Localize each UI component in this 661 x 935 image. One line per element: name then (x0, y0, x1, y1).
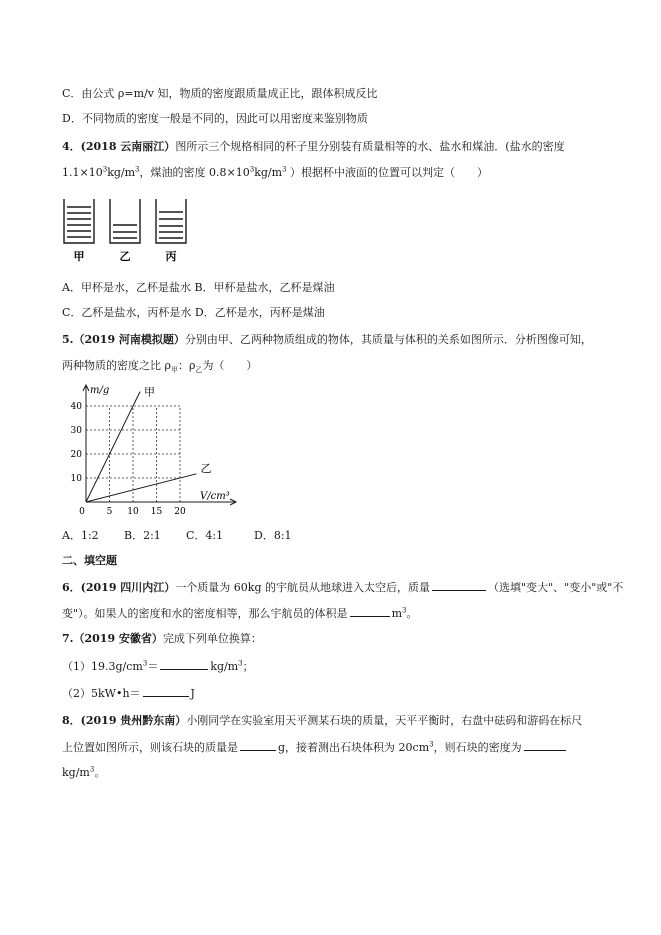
q6-stem-text: 一个质量为 60kg 的宇航员从地球进入太空后，质量 (175, 581, 431, 594)
q5-option-b: B．2:1 (124, 529, 161, 542)
mass-volume-graph (60, 382, 245, 524)
cup-label-bing: 丙 (165, 250, 177, 263)
q7-stem-text: 完成下列单位换算： (162, 632, 262, 645)
graph-axes (83, 385, 236, 505)
q5-question-end: 为（ ） (202, 359, 258, 372)
exponent: 3 (249, 165, 255, 174)
q5-ratio-colon: ：ρ (177, 359, 196, 372)
series-line-jia (86, 392, 140, 502)
q8-line2 (62, 739, 568, 756)
q4-kerosene-density: ，煤油的密度 0.8×10 (139, 166, 250, 179)
q4-source-tag: (2018 云南丽江） (80, 140, 176, 153)
unit: kg/m (210, 660, 239, 673)
unit: kg/m (107, 166, 136, 179)
answer-blank[interactable] (524, 739, 566, 751)
q6-number: 6． (62, 581, 81, 594)
q6-choice-hint: （选填"变大"、"变小"或"不 (488, 581, 624, 594)
q7-item1-text: （1）19.3g/cm (62, 660, 143, 673)
answer-blank[interactable] (160, 658, 208, 670)
q5-line1 (62, 332, 592, 348)
q8-line1 (62, 713, 582, 729)
section-fill-in-title: 二、填空题 (62, 554, 117, 567)
q7-item2 (62, 685, 195, 702)
subscript-yi: 乙 (195, 366, 203, 375)
y-tick-label: 10 (70, 474, 82, 484)
y-tick-label: 30 (70, 426, 82, 436)
three-cups-figure (58, 195, 208, 265)
q5-option-a: A．1:2 (62, 529, 99, 542)
x-tick-label: 20 (174, 507, 186, 517)
q6-stem-text-2: 变"）。如果人的密度和水的密度相等，那么宇航员的体积是 (62, 607, 348, 620)
x-axis-label: V/cm³ (200, 491, 230, 502)
q4-brine-density: 1.1×10 (62, 166, 103, 179)
q3-option-d: D．不同物质的密度一般是不同的，因此可以用密度来鉴别物质 (62, 112, 368, 125)
q5-option-c: C．4:1 (186, 529, 224, 542)
cup-bing (156, 199, 186, 243)
exponent: 3 (135, 165, 140, 174)
q4-options-cd: C．乙杯是盐水，丙杯是水 D．乙杯是水，丙杯是煤油 (62, 306, 325, 319)
q5-number: 5. (62, 333, 74, 346)
y-axis-label: m/g (90, 385, 110, 396)
answer-blank[interactable] (240, 739, 276, 751)
exponent: 3 (89, 765, 95, 774)
answer-blank[interactable] (432, 579, 486, 591)
q4-line1 (62, 139, 565, 155)
exponent: 3 (142, 659, 148, 668)
q7-item2-text: （2）5kW•h＝ (62, 687, 141, 700)
answer-blank[interactable] (350, 605, 390, 617)
q7-item1 (62, 658, 254, 675)
q7-number: 7. (62, 632, 74, 645)
exponent: 3 (282, 165, 287, 174)
graph-series (86, 386, 211, 502)
q8-stem-text-4: ，则石块的密度为 (433, 741, 522, 754)
unit: kg/m (62, 766, 90, 779)
q8-stem-text-3: g，接着测出石块体积为 20cm (278, 741, 430, 754)
y-tick-label: 40 (70, 402, 82, 412)
q4-question-end: ）根据杯中液面的位置可以判定（ ） (286, 166, 488, 179)
x-tick-label: 0 (79, 507, 85, 517)
q4-options-ab: A．甲杯是水，乙杯是盐水 B．甲杯是盐水，乙杯是煤油 (62, 281, 335, 294)
x-tick-label: 15 (150, 507, 163, 517)
series-label-jia: 甲 (144, 385, 156, 399)
subscript-jia: 甲 (170, 366, 178, 375)
q8-stem-text: 小刚同学在实验室用天平测某石块的质量，天平平衡时，右盘中砝码和游码在标尺 (186, 714, 583, 727)
unit: m (391, 607, 402, 620)
answer-blank[interactable] (143, 685, 189, 697)
q5-ratio-text: 两种物质的密度之比 ρ (62, 359, 171, 372)
x-tick-label: 10 (127, 507, 139, 517)
period: 。 (94, 766, 106, 779)
q8-source-tag: (2019 贵州黔东南） (80, 714, 187, 727)
exponent: 3 (102, 165, 108, 174)
q5-option-d: D．8:1 (254, 529, 292, 542)
period: 。 (406, 607, 418, 620)
q5-options (62, 528, 292, 544)
q7-source-tag: （2019 安徽省） (73, 632, 163, 645)
exponent: 3 (402, 606, 407, 615)
q6-source-tag: (2019 四川内江） (80, 581, 176, 594)
q8-stem-text-2: 上位置如图所示，则该石块的质量是 (62, 741, 238, 754)
graph-grid (86, 406, 180, 502)
unit: J (190, 687, 195, 700)
equals: ＝ (147, 660, 159, 673)
q4-line2 (62, 165, 488, 181)
q5-line2 (62, 358, 257, 374)
semicolon: ； (242, 660, 254, 673)
unit: kg/m (254, 166, 283, 179)
x-tick-label: 5 (106, 507, 113, 517)
q7-line1 (62, 631, 262, 647)
cup-jia (64, 199, 94, 243)
q6-line1 (62, 579, 623, 596)
q4-stem-text: 图所示三个规格相同的杯子里分别装有质量相等的水、盐水和煤油．(盐水的密度 (175, 140, 565, 153)
cup-label-yi: 乙 (119, 250, 131, 263)
q8-number: 8． (62, 714, 81, 727)
q5-stem-text: 分别由甲、乙两种物质组成的物体，其质量与体积的关系如图所示．分析图像可知， (184, 333, 592, 346)
cup-label-jia: 甲 (73, 250, 85, 263)
graph-ticks (71, 402, 186, 517)
y-tick-label: 20 (70, 450, 82, 460)
q8-line3 (62, 765, 105, 781)
cup-yi (110, 199, 140, 243)
exponent: 3 (238, 659, 243, 668)
series-label-yi: 乙 (200, 461, 212, 475)
exponent: 3 (429, 740, 434, 749)
q3-option-c: C．由公式 ρ=m/v 知，物质的密度跟质量成正比，跟体积成反比 (62, 87, 378, 100)
q5-source-tag: （2019 河南模拟题） (73, 333, 185, 346)
q4-number: 4． (62, 140, 81, 153)
q6-line2 (62, 605, 417, 622)
